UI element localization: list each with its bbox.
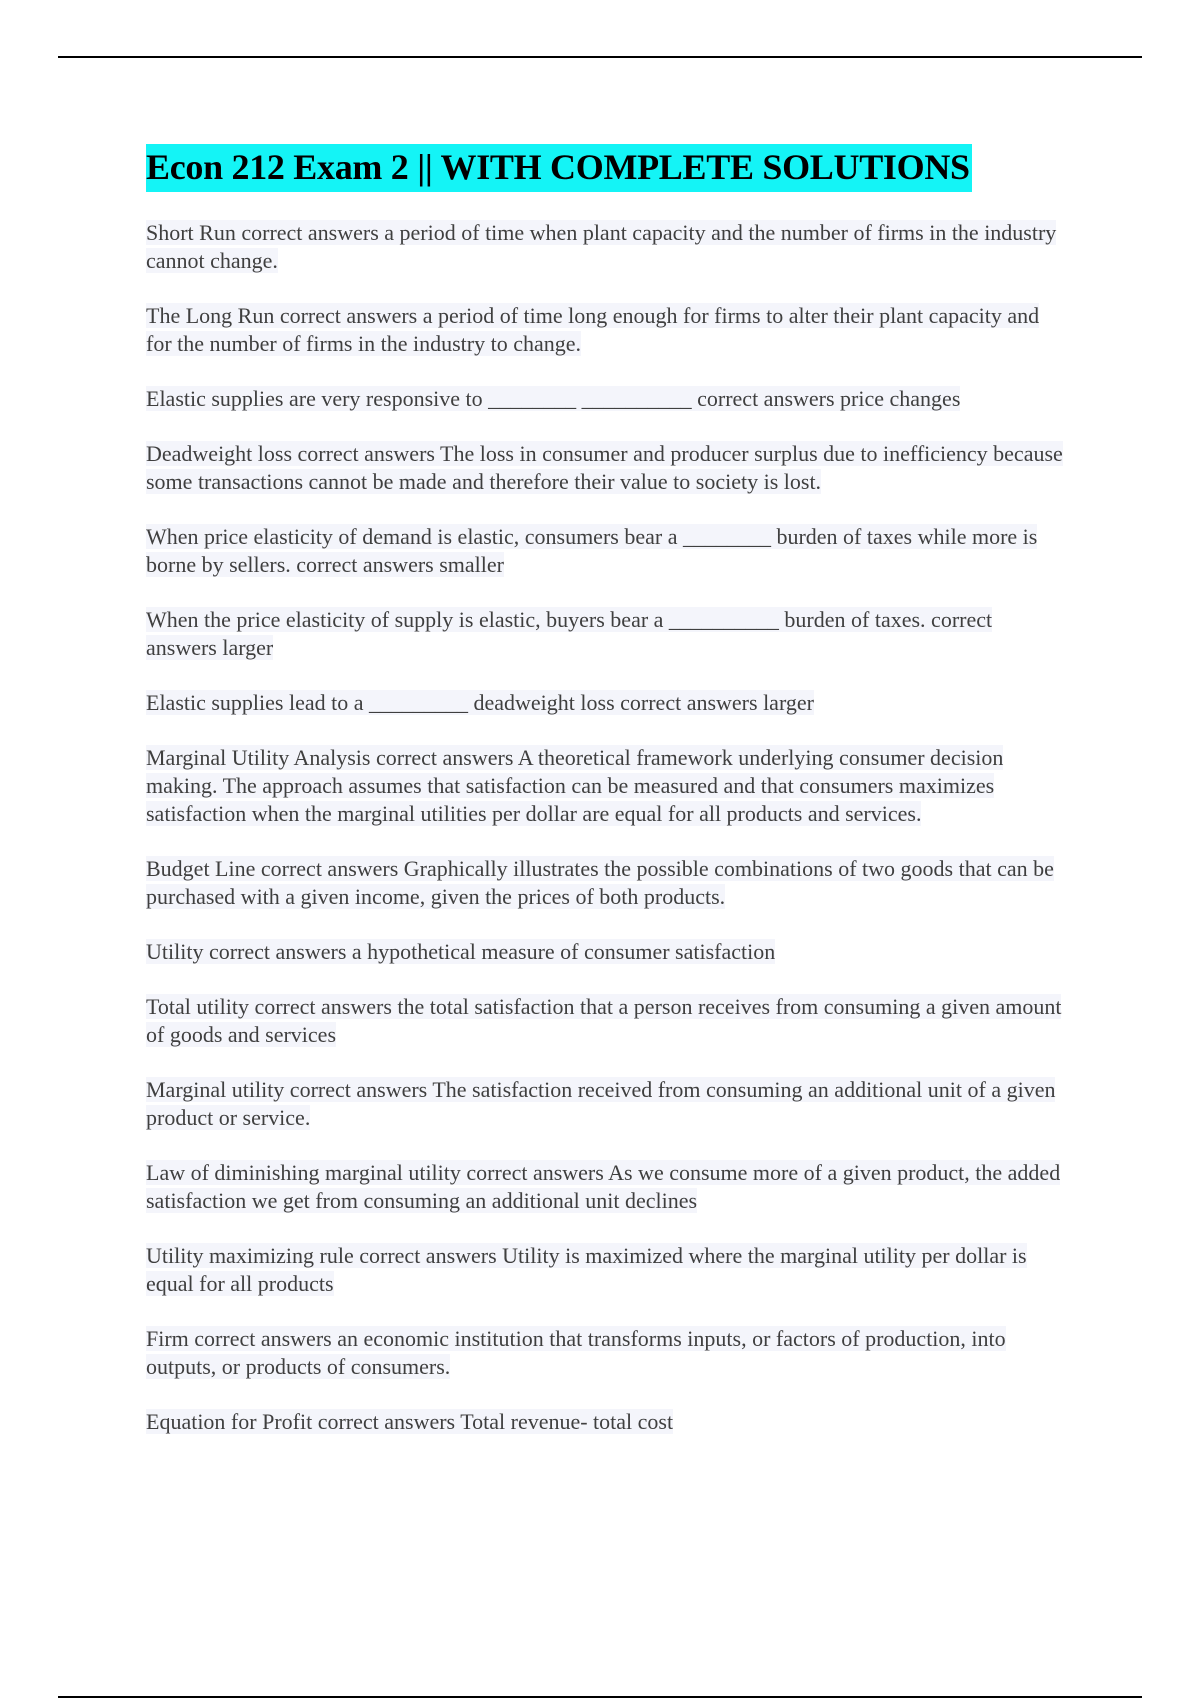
document-title: Econ 212 Exam 2 || WITH COMPLETE SOLUTIONS (146, 144, 972, 192)
bottom-rule (58, 1696, 1142, 1698)
entry-elastic-supplies-responsive (146, 385, 1064, 413)
entry-text: Short Run correct answers a period of time when plant capacity and the number of firms in the industry cannot change. (146, 220, 1057, 273)
top-rule (58, 56, 1142, 58)
entry-text: When price elasticity of demand is elastic, consumers bear a ________ burden of taxes while more is borne by sellers. correct answers smaller (146, 524, 1038, 577)
entry-text: The Long Run correct answers a period of time long enough for firms to alter their plant capacity and for the number of firms in the industry to change. (146, 303, 1040, 356)
entry-budget-line (146, 855, 1064, 911)
entry-text: Equation for Profit correct answers Total revenue- total cost (146, 1409, 674, 1434)
entry-total-utility (146, 993, 1064, 1049)
entry-supply-elasticity-tax (146, 606, 1064, 662)
entry-text: Firm correct answers an economic institution that transforms inputs, or factors of production, into outputs, or products of consumers. (146, 1326, 1006, 1379)
entry-text: Budget Line correct answers Graphically illustrates the possible combinations of two goods that can be purchased with a given income, given the prices of both products. (146, 856, 1054, 909)
entry-text: Deadweight loss correct answers The loss in consumer and producer surplus due to inefficiency because some transactions cannot be made and therefore their value to society is lost. (146, 441, 1063, 494)
entry-marginal-utility-analysis (146, 744, 1064, 828)
entry-text: Elastic supplies are very responsive to ________ __________ correct answers price changes (146, 386, 961, 411)
entry-text: Total utility correct answers the total satisfaction that a person receives from consuming a given amount of goods and services (146, 994, 1062, 1047)
entry-utility-maximizing-rule (146, 1242, 1064, 1298)
entry-text: Utility correct answers a hypothetical measure of consumer satisfaction (146, 939, 776, 964)
entry-text: Law of diminishing marginal utility correct answers As we consume more of a given product, the added satisfaction we get from consuming an additional unit declines (146, 1160, 1061, 1213)
document-body (146, 144, 1064, 1463)
entry-firm (146, 1325, 1064, 1381)
entry-short-run (146, 219, 1064, 275)
entry-text: When the price elasticity of supply is elastic, buyers bear a __________ burden of taxes. correct answers larger (146, 607, 993, 660)
entry-text: Utility maximizing rule correct answers Utility is maximized where the marginal utility per dollar is equal for all products (146, 1243, 1027, 1296)
entry-diminishing-marginal-utility (146, 1159, 1064, 1215)
entry-text: Marginal utility correct answers The satisfaction received from consuming an additional unit of a given product or service. (146, 1077, 1056, 1130)
entry-text: Elastic supplies lead to a _________ deadweight loss correct answers larger (146, 690, 814, 715)
document-title-wrap (146, 144, 1064, 219)
entry-elastic-supplies-deadweight (146, 689, 1064, 717)
entry-marginal-utility (146, 1076, 1064, 1132)
entry-utility (146, 938, 1064, 966)
entry-demand-elasticity-tax (146, 523, 1064, 579)
entry-equation-for-profit (146, 1408, 1064, 1436)
entry-text: Marginal Utility Analysis correct answers A theoretical framework underlying consumer decision making. The approach assumes that satisfaction can be measured and that consumers maximizes satisfaction when the marginal utilities per dollar are equal for all products and services. (146, 745, 1004, 826)
entry-long-run (146, 302, 1064, 358)
entry-deadweight-loss (146, 440, 1064, 496)
